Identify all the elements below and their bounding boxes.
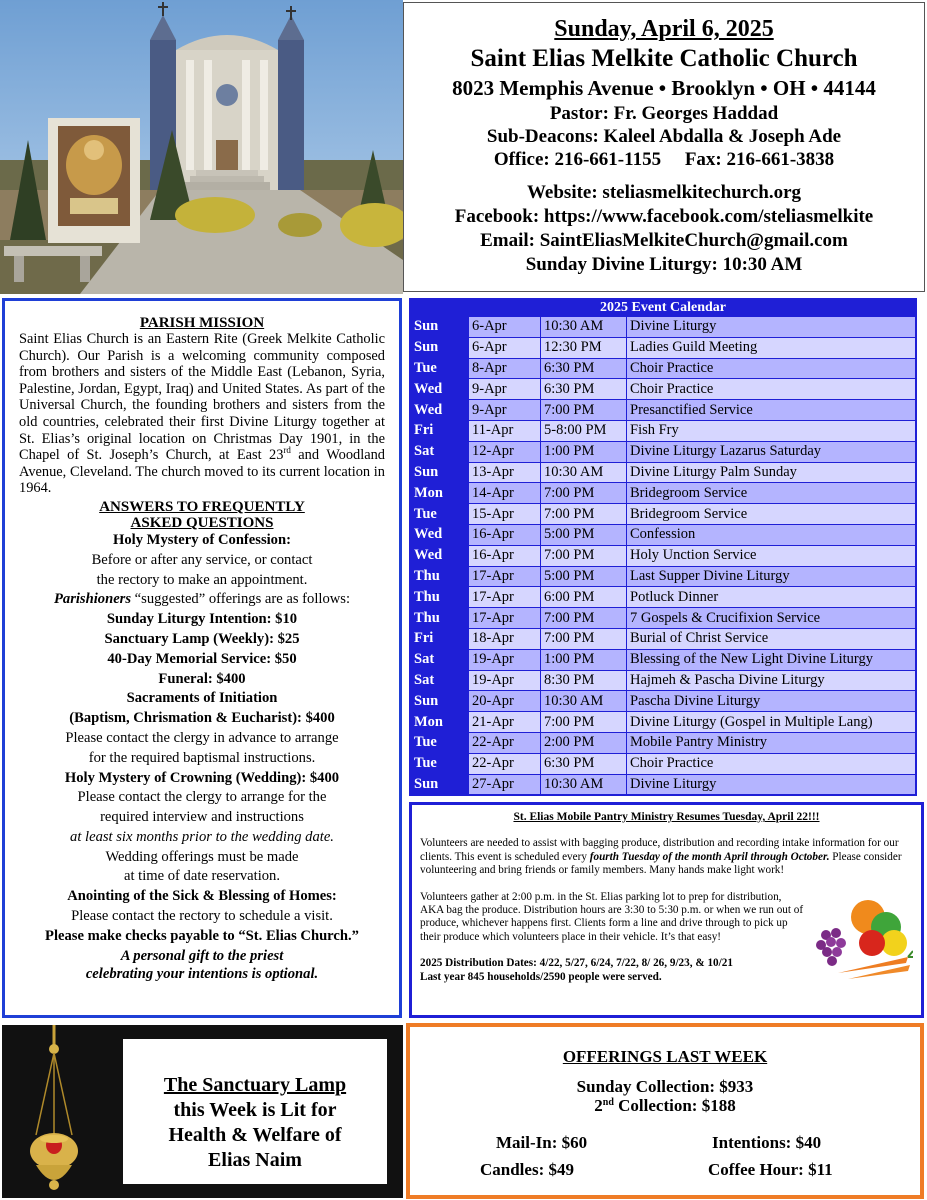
mission-text: Saint Elias Church is an Eastern Rite (Greek Melkite Catholic Church). Our Parish is a welcoming community composed from brothers and sisters of the Middle East (Lebanon, Syria, Palestine, Jordan, Egypt, Iraq) and United States. As part of the Universal Church, the founding brothers and sisters from the old countries, celebrated their first Divine Liturgy together at St. Elias’s original location on Christmas Day 1901, in the Chapel of St. Joseph’s Church, at East 23rd and Woodland Avenue, Cleveland. The church moved to its current location in 1964. <box>19 331 385 497</box>
calendar-date: 15-Apr <box>469 504 541 525</box>
calendar-date: 9-Apr <box>469 400 541 421</box>
calendar-event: Holy Unction Service <box>627 545 916 566</box>
church-info-header <box>403 2 925 292</box>
calendar-time: 2:00 PM <box>541 732 627 753</box>
calendar-date: 18-Apr <box>469 628 541 649</box>
candles-offering: Candles: $49 <box>480 1160 574 1179</box>
calendar-row <box>411 545 916 566</box>
calendar-day: Sun <box>411 774 469 795</box>
calendar-date: 14-Apr <box>469 483 541 504</box>
calendar-event: Divine Liturgy Lazarus Saturday <box>627 441 916 462</box>
faq-title: ANSWERS TO FREQUENTLY ASKED QUESTIONS <box>99 498 305 531</box>
calendar-date: 22-Apr <box>469 753 541 774</box>
pantry-title: St. Elias Mobile Pantry Ministry Resumes Tuesday, April 22!!! <box>513 811 820 823</box>
calendar-event: Last Supper Divine Liturgy <box>627 566 916 587</box>
calendar-time: 7:00 PM <box>541 483 627 504</box>
pantry-schedule-text: Volunteers gather at 2:00 p.m. in the St. Elias parking lot to prep for distribution, AKA bag the produce. Distribution hours are 3:30 to 5:30 p.m. or when we run out of produce, whichever happens first. Clients form a line and drive through to pick up their produce which volunteers place in their vehicle. It’s that easy! <box>420 890 804 943</box>
calendar-row <box>411 504 916 525</box>
mobile-pantry-notice <box>409 802 924 1018</box>
calendar-event: Blessing of the New Light Divine Liturgy <box>627 649 916 670</box>
calendar-day: Wed <box>411 379 469 400</box>
calendar-row <box>411 379 916 400</box>
church-address: 8023 Memphis Avenue • Brooklyn • OH • 44144 <box>452 76 876 100</box>
confession-text: Before or after any service, or contact the rectory to make an appointment. <box>91 551 313 588</box>
calendar-date: 6-Apr <box>469 317 541 338</box>
calendar-time: 7:00 PM <box>541 400 627 421</box>
calendar-time: 7:00 PM <box>541 608 627 629</box>
calendar-event: Choir Practice <box>627 379 916 400</box>
calendar-row <box>411 317 916 338</box>
calendar-day: Wed <box>411 524 469 545</box>
crowning-offering: Holy Mystery of Crowning (Wedding): $400 <box>64 769 340 786</box>
offerings-title: OFFERINGS LAST WEEK <box>562 1047 768 1066</box>
offerings-intro: Parishioners “suggested” offerings are as follows: <box>53 591 351 608</box>
church-name: Saint Elias Melkite Catholic Church <box>470 45 858 72</box>
calendar-event: Pascha Divine Liturgy <box>627 691 916 712</box>
facebook-line[interactable]: Facebook: https://www.facebook.com/steliasmelkite <box>454 206 874 227</box>
calendar-row <box>411 608 916 629</box>
sunday-collection: Sunday Collection: $933 <box>576 1077 754 1096</box>
calendar-day: Sun <box>411 462 469 483</box>
pantry-distribution-dates: 2025 Distribution Dates: 4/22, 5/27, 6/24, 7/22, 8/ 26, 9/23, & 10/21 Last year 845 households/2590 people were served. <box>420 957 733 983</box>
contact-phones <box>404 148 924 171</box>
calendar-row <box>411 649 916 670</box>
offerings-last-week <box>406 1023 924 1199</box>
memorial-offering: 40-Day Memorial Service: $50 <box>107 650 297 667</box>
calendar-event: Burial of Christ Service <box>627 628 916 649</box>
intention-offering: Sunday Liturgy Intention: $10 <box>106 611 298 628</box>
calendar-time: 6:00 PM <box>541 587 627 608</box>
calendar-date: 27-Apr <box>469 774 541 795</box>
lamp-title: The Sanctuary Lamp <box>163 1074 347 1096</box>
calendar-row <box>411 628 916 649</box>
calendar-day: Tue <box>411 358 469 379</box>
calendar-date: 20-Apr <box>469 691 541 712</box>
calendar-date: 16-Apr <box>469 545 541 566</box>
intentions-offering: Intentions: $40 <box>712 1133 822 1152</box>
sacraments-title: Sacraments of Initiation <box>126 690 278 707</box>
calendar-day: Sat <box>411 649 469 670</box>
calendar-time: 1:00 PM <box>541 649 627 670</box>
calendar-row <box>411 358 916 379</box>
calendar-event: Confession <box>627 524 916 545</box>
calendar-time: 6:30 PM <box>541 379 627 400</box>
coffee-hour-offering: Coffee Hour: $11 <box>708 1160 833 1179</box>
confession-title: Holy Mystery of Confession: <box>113 531 291 548</box>
calendar-time: 10:30 AM <box>541 774 627 795</box>
calendar-time: 6:30 PM <box>541 358 627 379</box>
calendar-event: Choir Practice <box>627 358 916 379</box>
calendar-row <box>411 691 916 712</box>
subdeacons-line: Sub-Deacons: Kaleel Abdalla & Joseph Ade <box>486 126 842 147</box>
calendar-date: 16-Apr <box>469 524 541 545</box>
calendar-row <box>411 774 916 795</box>
calendar-row <box>411 337 916 358</box>
calendar-time: 7:00 PM <box>541 628 627 649</box>
calendar-event: Bridegroom Service <box>627 504 916 525</box>
calendar-event: Bridegroom Service <box>627 483 916 504</box>
crowning-text: Please contact the clergy to arrange for the required interview and instructions at least six months prior to the wedding date. Wedding offerings must be made at time of date reservation. <box>70 789 334 885</box>
calendar-event: Mobile Pantry Ministry <box>627 732 916 753</box>
mission-title: PARISH MISSION <box>139 315 265 331</box>
calendar-event: Fish Fry <box>627 420 916 441</box>
calendar-date: 6-Apr <box>469 337 541 358</box>
calendar-date: 12-Apr <box>469 441 541 462</box>
anointing-text: Please contact the rectory to schedule a visit. <box>71 908 333 925</box>
calendar-time: 10:30 AM <box>541 691 627 712</box>
calendar-day: Wed <box>411 400 469 421</box>
sanctuary-lamp-image <box>2 1025 107 1198</box>
calendar-row <box>411 670 916 691</box>
calendar-date: 8-Apr <box>469 358 541 379</box>
calendar-event: Divine Liturgy <box>627 774 916 795</box>
calendar-day: Sat <box>411 670 469 691</box>
calendar-title: 2025 Event Calendar <box>410 299 916 316</box>
calendar-day: Fri <box>411 420 469 441</box>
pantry-volunteers-text: Volunteers are needed to assist with bagging produce, distribution and recording intake information for our clients. This event is scheduled every fourth Tuesday of the month April through October. Please consider volunteering and bring friends or family members. Many hands make light work! <box>420 837 902 877</box>
mail-in-offering: Mail-In: $60 <box>496 1133 588 1152</box>
calendar-event: Potluck Dinner <box>627 587 916 608</box>
anointing-title: Anointing of the Sick & Blessing of Homes: <box>67 888 337 905</box>
lamp-offering: Sanctuary Lamp (Weekly): $25 <box>104 630 300 647</box>
calendar-row <box>411 441 916 462</box>
calendar-event: Presanctified Service <box>627 400 916 421</box>
calendar-event: Divine Liturgy (Gospel in Multiple Lang) <box>627 712 916 733</box>
funeral-offering: Funeral: $400 <box>158 670 246 687</box>
lamp-line-1: this Week is Lit for <box>173 1099 337 1121</box>
bulletin-date: Sunday, April 6, 2025 <box>554 16 774 42</box>
calendar-day: Thu <box>411 587 469 608</box>
calendar-event: Hajmeh & Pascha Divine Liturgy <box>627 670 916 691</box>
office-phone: Office: 216-661-1155 <box>493 149 662 170</box>
calendar-row <box>411 524 916 545</box>
calendar-day: Mon <box>411 483 469 504</box>
calendar-time: 10:30 AM <box>541 317 627 338</box>
church-photo <box>0 0 403 294</box>
second-collection: 2nd Collection: $188 <box>594 1096 736 1115</box>
calendar-event: Choir Practice <box>627 753 916 774</box>
calendar-time: 1:00 PM <box>541 441 627 462</box>
produce-illustration <box>808 895 913 983</box>
sanctuary-lamp-frame <box>107 1025 403 1198</box>
website-line[interactable]: Website: steliasmelkitechurch.org <box>526 182 802 203</box>
calendar-date: 17-Apr <box>469 608 541 629</box>
liturgy-time: Sunday Divine Liturgy: 10:30 AM <box>525 254 803 275</box>
calendar-day: Wed <box>411 545 469 566</box>
calendar-date: 22-Apr <box>469 732 541 753</box>
calendar-date: 11-Apr <box>469 420 541 441</box>
calendar-date: 13-Apr <box>469 462 541 483</box>
calendar-day: Fri <box>411 628 469 649</box>
calendar-row <box>411 587 916 608</box>
lamp-line-2: Health & Welfare of <box>168 1124 342 1146</box>
calendar-time: 6:30 PM <box>541 753 627 774</box>
calendar-row <box>411 753 916 774</box>
calendar-date: 17-Apr <box>469 566 541 587</box>
calendar-day: Thu <box>411 566 469 587</box>
calendar-day: Tue <box>411 753 469 774</box>
calendar-event: Divine Liturgy <box>627 317 916 338</box>
calendar-day: Sun <box>411 317 469 338</box>
calendar-day: Tue <box>411 732 469 753</box>
calendar-time: 5:00 PM <box>541 524 627 545</box>
calendar-day: Thu <box>411 608 469 629</box>
calendar-date: 19-Apr <box>469 649 541 670</box>
calendar-time: 12:30 PM <box>541 337 627 358</box>
calendar-time: 10:30 AM <box>541 462 627 483</box>
calendar-event: 7 Gospels & Crucifixion Service <box>627 608 916 629</box>
calendar-day: Sat <box>411 441 469 462</box>
calendar-time: 5:00 PM <box>541 566 627 587</box>
email-line[interactable]: Email: SaintEliasMelkiteChurch@gmail.com <box>480 230 848 251</box>
calendar-row <box>411 566 916 587</box>
calendar-time: 8:30 PM <box>541 670 627 691</box>
pastor-line: Pastor: Fr. Georges Haddad <box>549 103 779 124</box>
sacraments-text: Please contact the clergy in advance to arrange for the required baptismal instructions. <box>65 729 339 766</box>
calendar-day: Mon <box>411 712 469 733</box>
calendar-date: 19-Apr <box>469 670 541 691</box>
calendar-time: 5-8:00 PM <box>541 420 627 441</box>
sacraments-offering: (Baptism, Chrismation & Eucharist): $400 <box>69 710 335 727</box>
sanctuary-lamp-notice <box>121 1037 389 1186</box>
calendar-time: 7:00 PM <box>541 545 627 566</box>
calendar-date: 9-Apr <box>469 379 541 400</box>
calendar-row <box>411 420 916 441</box>
event-calendar <box>409 298 917 796</box>
calendar-time: 7:00 PM <box>541 712 627 733</box>
calendar-date: 17-Apr <box>469 587 541 608</box>
calendar-day: Tue <box>411 504 469 525</box>
calendar-row <box>411 732 916 753</box>
parish-mission-panel <box>2 298 402 1018</box>
fax-number: Fax: 216-661-3838 <box>684 149 835 170</box>
calendar-row <box>411 712 916 733</box>
calendar-row <box>411 483 916 504</box>
checks-note: Please make checks payable to “St. Elias Church.” <box>45 927 359 944</box>
calendar-day: Sun <box>411 337 469 358</box>
calendar-event: Ladies Guild Meeting <box>627 337 916 358</box>
gift-note: A personal gift to the priest celebrating your intentions is optional. <box>85 947 319 982</box>
calendar-time: 7:00 PM <box>541 504 627 525</box>
calendar-date: 21-Apr <box>469 712 541 733</box>
event-calendar-table <box>410 299 916 795</box>
calendar-day: Sun <box>411 691 469 712</box>
calendar-row <box>411 400 916 421</box>
calendar-row <box>411 462 916 483</box>
calendar-event: Divine Liturgy Palm Sunday <box>627 462 916 483</box>
lamp-line-3: Elias Naim <box>208 1149 302 1171</box>
